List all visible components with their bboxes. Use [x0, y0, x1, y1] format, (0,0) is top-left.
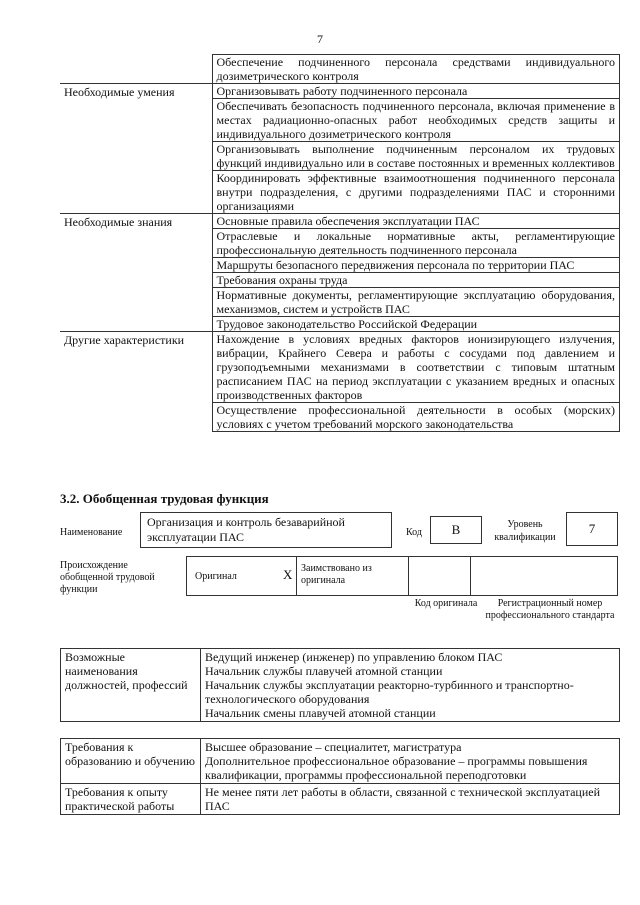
row-value: Организовывать работу подчиненного персонала [212, 84, 620, 99]
code-original-caption: Код оригинала [414, 598, 478, 609]
row-label: Необходимые знания [60, 214, 212, 332]
positions-values [201, 649, 620, 722]
skills-knowledge-table [60, 54, 620, 432]
section-title: 3.2. Обобщенная трудовая функция [60, 491, 269, 506]
position-item: Ведущий инженер (инженер) по управлению блоком ПАС [205, 650, 503, 664]
qualification-level-box: 7 [566, 512, 618, 546]
table-row [60, 55, 620, 84]
requirement-item: Дополнительное профессиональное образование – программы повышения квалификации, программы профессиональной переподготовки [205, 754, 588, 782]
table-row [61, 739, 620, 784]
table-row [61, 649, 620, 722]
function-name-box: Организация и контроль безаварийной эксплуатации ПАС [140, 512, 392, 548]
table-row [60, 332, 620, 403]
requirement-item: Высшее образование – специалитет, магистратура [205, 740, 462, 754]
row-value: Нахождение в условиях вредных факторов ионизирующего излучения, вибрации, Крайнего Севера и работы с сосудами под давлением и грузоподъемными механизмами в соответствии с типовым штатным расписанием ПАС на период эксплуатации с указанием вредных и опасных производственных факторов [212, 332, 620, 403]
positions-label: Возможные наименования должностей, профессий [61, 649, 201, 722]
table-row [60, 84, 620, 99]
row-value: Основные правила обеспечения эксплуатации ПАС [212, 214, 620, 229]
reg-number-cell [471, 557, 617, 595]
row-value: Организовывать выполнение подчиненным персоналом их трудовых функций индивидуально или в составе постоянных и временных коллективов [212, 142, 620, 171]
positions-table [60, 648, 620, 722]
education-values [201, 739, 620, 784]
row-value: Обеспечивать безопасность подчиненного персонала, включая применение в местах радиационно-опасных работ необходимых средств защиты и индивидуального дозиметрического контроля [212, 99, 620, 142]
requirement-item: Не менее пяти лет работы в области, связанной с технической эксплуатацией ПАС [205, 785, 600, 813]
borrowed-cell [297, 557, 409, 595]
row-value: Требования охраны труда [212, 273, 620, 288]
row-value: Трудовое законодательство Российской Федерации [212, 317, 620, 332]
row-label [60, 55, 212, 84]
row-value: Координировать эффективные взаимоотношения подчиненного персонала внутри подразделения, с другими подразделениями ПАС и сторонними организациями [212, 171, 620, 214]
position-item: Начальник службы эксплуатации реакторно-турбинного и транспортно-технологического оборудования [205, 678, 574, 706]
original-label: Оригинал [195, 571, 237, 582]
row-value: Маршруты безопасного передвижения персонала по территории ПАС [212, 258, 620, 273]
code-value-box: B [430, 516, 482, 544]
row-value: Отраслевые и локальные нормативные акты, регламентирующие профессиональную деятельность подчиненного персонала [212, 229, 620, 258]
reg-number-caption: Регистрационный номер профессионального стандарта [485, 598, 615, 621]
position-item: Начальник службы плавучей атомной станции [205, 664, 443, 678]
row-value: Осуществление профессиональной деятельности в особых (морских) условиях с учетом требований морского законодательства [212, 403, 620, 432]
table-row [61, 784, 620, 815]
code-original-cell [409, 557, 471, 595]
naming-label: Наименование [60, 527, 123, 538]
original-cell [187, 557, 297, 595]
qualification-level-label: Уровень квалификации [494, 519, 556, 543]
page-number: 7 [317, 32, 323, 46]
row-value: Нормативные документы, регламентирующие эксплуатацию оборудования, механизмов, систем и устройств ПАС [212, 288, 620, 317]
row-label: Необходимые умения [60, 84, 212, 214]
position-item: Начальник смены плавучей атомной станции [205, 706, 436, 720]
row-value: Обеспечение подчиненного персонала средствами индивидуального дозиметрического контроля [212, 55, 620, 84]
table-row [60, 214, 620, 229]
experience-values [201, 784, 620, 815]
requirements-table [60, 738, 620, 815]
original-mark: X [283, 567, 293, 582]
education-label: Требования к образованию и обучению [61, 739, 201, 784]
experience-label: Требования к опыту практической работы [61, 784, 201, 815]
origin-label: Происхождение обобщенной трудовой функции [60, 560, 155, 595]
borrowed-label: Заимствовано из оригинала [301, 563, 372, 586]
origin-strip [186, 556, 618, 596]
code-label: Код [406, 527, 422, 538]
row-label: Другие характеристики [60, 332, 212, 432]
